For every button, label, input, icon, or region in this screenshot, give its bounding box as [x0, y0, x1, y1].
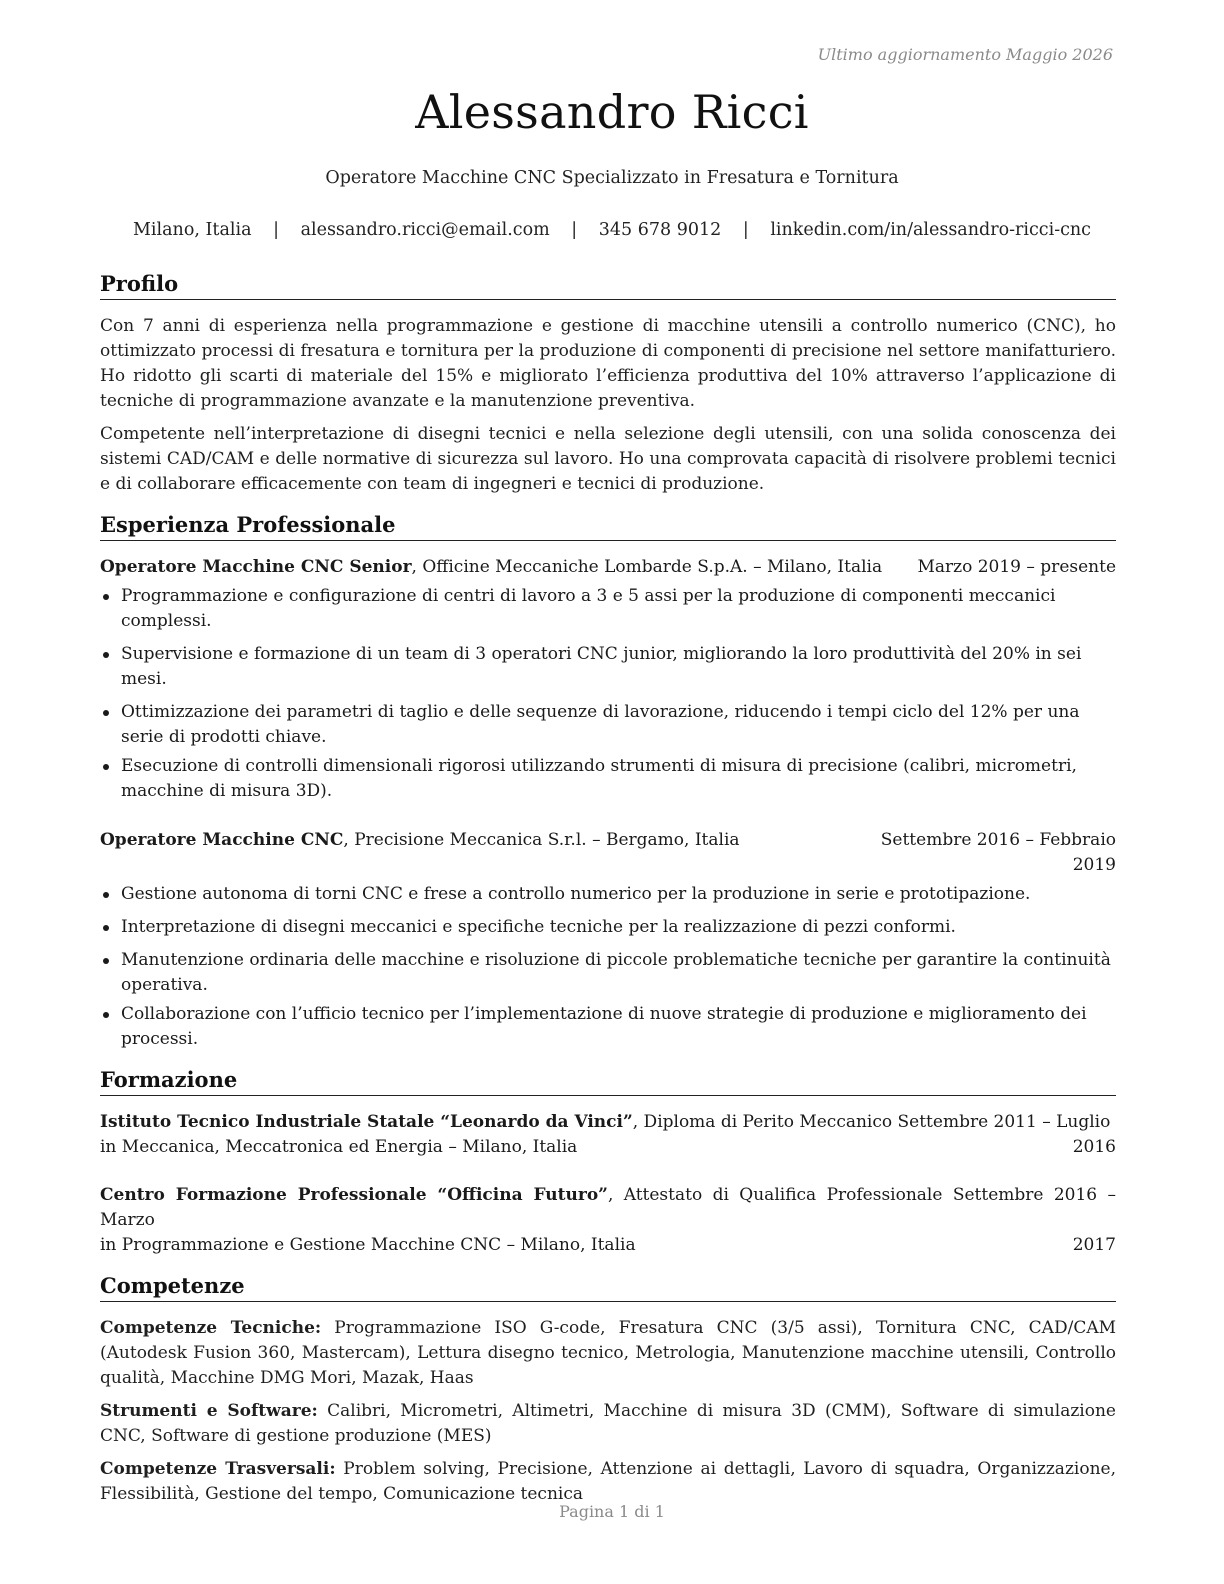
list-item: Ottimizzazione dei parametri di taglio e delle sequenze di lavorazione, riducendo i tempi ciclo del 12% per una serie di prodotti chiave. [100, 700, 1116, 750]
skills-text: Calibri, Micrometri, Altimetri, Macchine di misura 3D (CMM), Software di simulazione CNC, Software di gestione produzione (MES) [100, 1401, 1116, 1446]
education-line [100, 1183, 1116, 1233]
education-entry [100, 1110, 1116, 1160]
skills-group [100, 1399, 1116, 1449]
contact-separator: | [273, 220, 279, 240]
contact-email[interactable]: alessandro.ricci@email.com [300, 220, 550, 240]
job-role: Operatore Macchine CNC Senior [100, 557, 412, 577]
education-line [100, 1233, 1116, 1258]
skills-label: Competenze Trasversali: [100, 1459, 336, 1479]
job-dates: Marzo 2019 – presente [917, 557, 1116, 577]
job-header [100, 828, 1116, 878]
list-item: Supervisione e formazione di un team di 3 operatori CNC junior, migliorando la loro produttività del 20% in sei mesi. [100, 642, 1116, 692]
skills-label: Competenze Tecniche: [100, 1318, 322, 1338]
job-header [100, 555, 1116, 580]
education-field: in Programmazione e Gestione Macchine CNC – Milano, Italia [100, 1235, 636, 1255]
skills-label: Strumenti e Software: [100, 1401, 318, 1421]
education-detail: , Attestato di Qualifica Professionale Settembre 2016 – Marzo [100, 1185, 1116, 1230]
profile-paragraph: Competente nell’interpretazione di disegni tecnici e nella selezione degli utensili, con una solida conoscenza dei sistemi CAD/CAM e delle normative di sicurezza sul lavoro. Ho una comprovata capacità di risolvere problemi tecnici e di collaborare efficacemente con team di ingegneri e tecnici di produzione. [100, 424, 1116, 494]
education-end-year: 2017 [1072, 1235, 1116, 1255]
skills-text: Programmazione ISO G-code, Fresatura CNC (3/5 assi), Tornitura CNC, CAD/CAM (Autodesk Fusion 360, Mastercam), Lettura disegno tecnico, Metrologia, Manutenzione macchine utensili, Controllo qualità, Macchine DMG Mori, Mazak, Haas [100, 1318, 1117, 1388]
contact-separator: | [742, 220, 749, 240]
job-bullets [100, 882, 1116, 1052]
contact-line [0, 220, 1224, 240]
contact-separator: | [571, 220, 578, 240]
education-school: Istituto Tecnico Industriale Statale “Leonardo da Vinci” [100, 1112, 633, 1132]
list-item: Collaborazione con l’ufficio tecnico per l’implementazione di nuove strategie di produzione e miglioramento dei processi. [100, 1002, 1116, 1052]
education-end-year: 2016 [1072, 1137, 1116, 1157]
list-item: Manutenzione ordinaria delle macchine e risoluzione di piccole problematiche tecniche per garantire la continuità operativa. [100, 948, 1116, 998]
profile-paragraph: Con 7 anni di esperienza nella programmazione e gestione di macchine utensili a controllo numerico (CNC), ho ottimizzato processi di fresatura e tornitura per la produzione di componenti di precisione nel settore manifatturiero. Ho ridotto gli scarti di materiale del 15% e migliorato l’efficienza produttiva del 10% attraverso l’applicazione di tecniche di programmazione avanzate e la manutenzione preventiva. [100, 316, 1116, 411]
section-title-education: Formazione [100, 1066, 1116, 1096]
job-role: Operatore Macchine CNC [100, 830, 344, 850]
skills-group [100, 1316, 1116, 1391]
list-item: Interpretazione di disegni meccanici e specifiche tecniche per la realizzazione di pezzi conformi. [100, 915, 1116, 940]
list-item: Esecuzione di controlli dimensionali rigorosi utilizzando strumenti di misura di precisione (calibri, micrometri, macchine di misura 3D). [100, 754, 1116, 804]
skills-text: Problem solving, Precisione, Attenzione ai dettagli, Lavoro di squadra, Organizzazione, Flessibilità, Gestione del tempo, Comunicazione tecnica [100, 1459, 1116, 1504]
education-detail: , Diploma di Perito Meccanico Settembre 2011 – Luglio [632, 1112, 1111, 1132]
education-entry [100, 1183, 1116, 1258]
job-dates: Settembre 2016 – Febbraio 2019 [880, 830, 1116, 875]
education-line [100, 1135, 1116, 1160]
list-item: Gestione autonoma di torni CNC e frese a controllo numerico per la produzione in serie e prototipazione. [100, 882, 1116, 907]
job-company: , Precisione Meccanica S.r.l. – Bergamo, Italia [343, 830, 740, 850]
job-bullets [100, 584, 1116, 804]
resume-content [100, 270, 1116, 1507]
section-title-profile: Profilo [100, 270, 1116, 300]
candidate-name: Alessandro Ricci [415, 85, 809, 139]
last-updated: Ultimo aggiornamento Maggio 2026 [817, 45, 1113, 64]
job-entry [100, 555, 1116, 804]
contact-phone[interactable]: 345 678 9012 [598, 220, 722, 240]
job-title-line [100, 555, 917, 580]
list-item: Programmazione e configurazione di centri di lavoro a 3 e 5 assi per la produzione di componenti meccanici complessi. [100, 584, 1116, 634]
contact-location: Milano, Italia [133, 220, 252, 240]
job-company: , Officine Meccaniche Lombarde S.p.A. – Milano, Italia [411, 557, 883, 577]
skills-group [100, 1457, 1116, 1507]
education-field: in Meccanica, Meccatronica ed Energia – Milano, Italia [100, 1137, 578, 1157]
job-title-line [100, 828, 876, 853]
section-title-skills: Competenze [100, 1272, 1116, 1302]
page-number: Pagina 1 di 1 [559, 1502, 665, 1521]
contact-linkedin[interactable]: linkedin.com/in/alessandro-ricci-cnc [770, 220, 1091, 240]
education-line [100, 1110, 1116, 1135]
education-school: Centro Formazione Professionale “Officina Futuro” [100, 1185, 608, 1205]
section-title-experience: Esperienza Professionale [100, 511, 1116, 541]
job-entry [100, 828, 1116, 1052]
candidate-headline: Operatore Macchine CNC Specializzato in Fresatura e Tornitura [325, 168, 899, 188]
